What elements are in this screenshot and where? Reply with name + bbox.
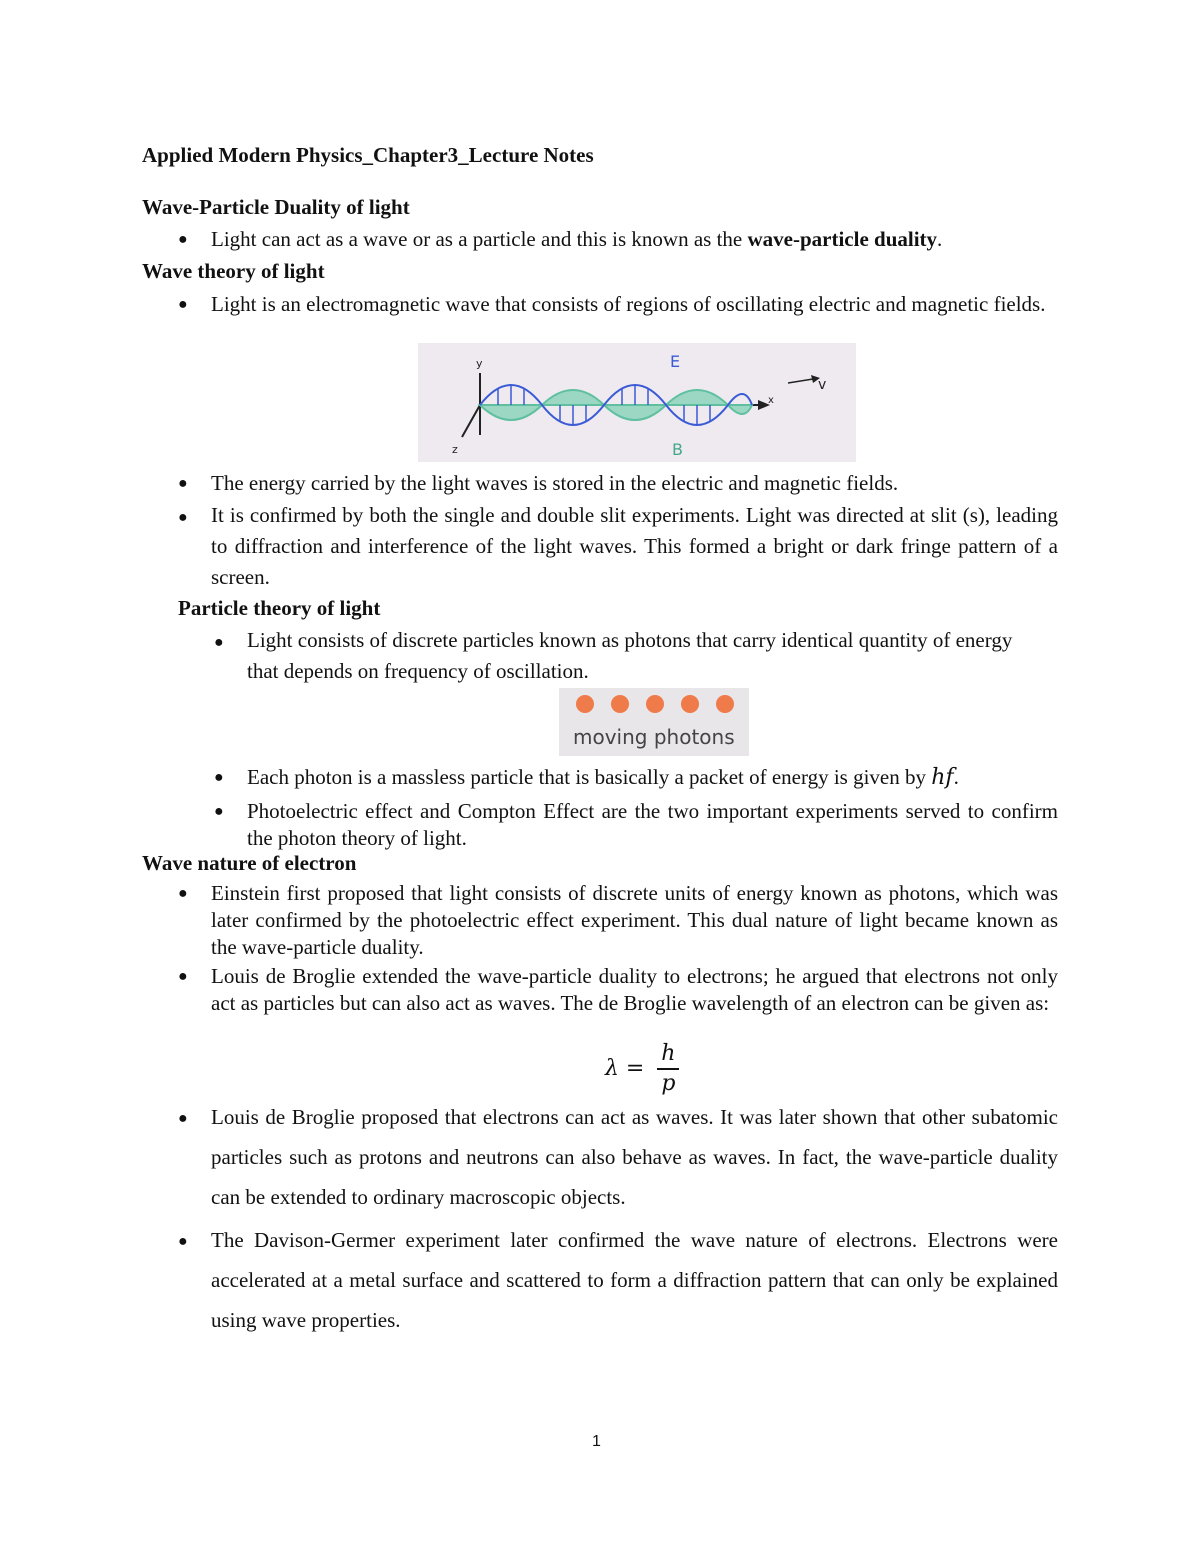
photons-caption: moving photons xyxy=(573,725,735,749)
axis-y-label: y xyxy=(476,357,483,370)
b-field-label: B xyxy=(672,440,683,459)
bullet-icon: ● xyxy=(178,231,188,248)
wave-theory-bullet-3: It is confirmed by both the single and double slit experiments. Light was directed at slit (s), leading to diffraction and interference of the light waves. This formed a bright or dark fringe pattern of a screen. xyxy=(211,503,1058,589)
wave-particle-duality-term: wave-particle duality xyxy=(747,227,938,251)
bullet-icon: ● xyxy=(178,1110,188,1127)
heading-duality: Wave-Particle Duality of light xyxy=(142,195,410,219)
particle-theory-bullet-3: Photoelectric effect and Compton Effect are the two important experiments served to confirm the photon theory of light. xyxy=(247,799,1058,850)
bullet-icon: ● xyxy=(178,475,188,492)
bullet-icon: ● xyxy=(214,769,224,786)
em-wave-figure xyxy=(418,343,856,462)
bullet-icon: ● xyxy=(178,885,188,902)
equation-lhs: λ = xyxy=(605,1056,645,1081)
equation-numerator: h xyxy=(661,1041,676,1066)
equation-denominator: p xyxy=(661,1071,676,1096)
wave-theory-bullet-1: Light is an electromagnetic wave that consists of regions of oscillating electric and magnetic fields. xyxy=(211,292,1046,316)
particle-theory-bullet-2: Each photon is a massless particle that is basically a packet of energy is given by hf. xyxy=(247,765,959,790)
particle-theory-bullet-1: Light consists of discrete particles known as photons that carry identical quantity of energy that depends on frequency of oscillation. xyxy=(247,628,1013,683)
bullet-icon: ● xyxy=(178,1233,188,1250)
heading-particle-theory: Particle theory of light xyxy=(178,596,381,620)
electron-bullet-2: Louis de Broglie extended the wave-particle duality to electrons; he argued that electrons not only act as particles but can also act as waves. The de Broglie wavelength of an electron can be given as: xyxy=(211,964,1058,1015)
bullet-icon: ● xyxy=(214,803,224,820)
wave-theory-bullet-2: The energy carried by the light waves is stored in the electric and magnetic fields. xyxy=(211,471,899,495)
e-field-label: E xyxy=(670,352,681,371)
velocity-label: v xyxy=(818,377,827,393)
heading-wave-nature-electron: Wave nature of electron xyxy=(142,851,357,875)
bullet-icon: ● xyxy=(214,634,224,651)
hf-formula: hf xyxy=(931,765,954,790)
electron-bullet-3: Louis de Broglie proposed that electrons can act as waves. It was later shown that other subatomic particles such as protons and neutrons can also behave as waves. In fact, the wave-particle duality can be extended to ordinary macroscopic objects. xyxy=(211,1105,1058,1209)
moving-photons-figure xyxy=(559,688,749,756)
heading-wave-theory: Wave theory of light xyxy=(142,259,325,283)
axis-x-label: x xyxy=(768,395,774,406)
duality-bullet-1: Light can act as a wave or as a particle and this is known as the wave-particle duality. xyxy=(211,227,943,251)
electron-bullet-4: The Davison-Germer experiment later confirmed the wave nature of electrons. Electrons were accelerated at a metal surface and scattered to form a diffraction pattern that can only be explained using wave properties. xyxy=(211,1228,1058,1332)
page-number: 1 xyxy=(592,1433,601,1450)
axis-z-label: z xyxy=(452,443,458,456)
equation-fraction xyxy=(657,1042,679,1096)
document-title: Applied Modern Physics_Chapter3_Lecture Notes xyxy=(142,143,594,167)
bullet-icon: ● xyxy=(178,296,188,313)
bullet-icon: ● xyxy=(178,968,188,985)
bullet-icon: ● xyxy=(178,509,188,526)
de-broglie-equation xyxy=(605,1042,679,1096)
electron-bullet-1: Einstein first proposed that light consists of discrete units of energy known as photons, which was later confirmed by the photoelectric effect experiment. This dual nature of light became known as the wave-particle duality. xyxy=(211,881,1058,959)
